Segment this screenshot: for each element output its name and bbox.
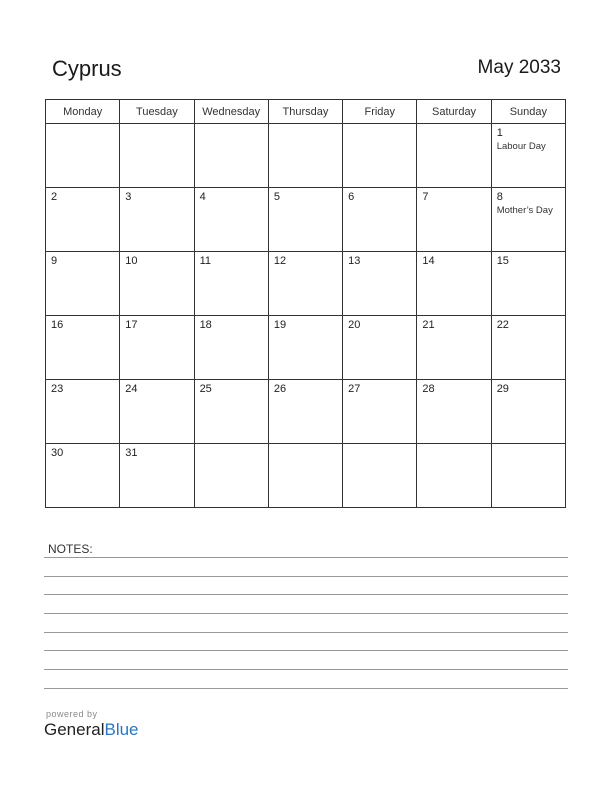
day-cell[interactable] — [343, 444, 417, 508]
note-line — [44, 650, 568, 651]
day-number: 30 — [51, 447, 64, 459]
day-number: 29 — [496, 383, 509, 395]
day-cell[interactable] — [491, 252, 565, 316]
day-cell[interactable] — [194, 444, 268, 508]
day-cell[interactable] — [46, 124, 120, 188]
day-number: 3 — [125, 191, 132, 203]
day-cell[interactable] — [268, 188, 342, 252]
day-cell[interactable] — [491, 380, 565, 444]
day-number: 24 — [125, 383, 138, 395]
day-cell[interactable] — [417, 380, 491, 444]
calendar-body — [46, 124, 566, 508]
day-number: 9 — [51, 255, 58, 267]
day-cell[interactable] — [194, 380, 268, 444]
day-cell[interactable] — [417, 188, 491, 252]
weekday-header-row — [46, 100, 566, 124]
week-row — [46, 380, 566, 444]
note-line — [44, 594, 568, 595]
day-cell[interactable] — [343, 124, 417, 188]
day-number: 2 — [51, 191, 58, 203]
day-number: 8 — [496, 191, 503, 203]
note-line — [44, 688, 568, 689]
brand-general: General — [44, 720, 105, 739]
week-row — [46, 124, 566, 188]
brand-blue: Blue — [104, 720, 139, 739]
day-number: 18 — [199, 319, 212, 331]
day-number: 31 — [125, 447, 138, 459]
day-cell[interactable] — [46, 252, 120, 316]
note-line — [44, 613, 568, 614]
weekday-tuesday: Tuesday — [120, 100, 194, 124]
day-cell[interactable] — [120, 124, 194, 188]
weekday-thursday: Thursday — [268, 100, 342, 124]
day-number: 4 — [199, 191, 206, 203]
day-number: 5 — [273, 191, 280, 203]
day-number: 17 — [125, 319, 138, 331]
brand-logo[interactable] — [44, 720, 139, 740]
day-cell[interactable] — [268, 124, 342, 188]
note-line — [44, 557, 568, 558]
day-number: 28 — [422, 383, 435, 395]
day-number: 6 — [348, 191, 355, 203]
day-number: 7 — [422, 191, 429, 203]
day-cell[interactable] — [268, 252, 342, 316]
day-number: 1 — [496, 127, 503, 139]
day-cell[interactable] — [120, 316, 194, 380]
day-number: 27 — [348, 383, 361, 395]
month-title: May 2033 — [477, 57, 561, 78]
weekday-saturday: Saturday — [417, 100, 491, 124]
day-cell[interactable] — [46, 444, 120, 508]
week-row — [46, 252, 566, 316]
day-number: 11 — [199, 255, 211, 267]
day-cell[interactable] — [491, 444, 565, 508]
weekday-monday: Monday — [46, 100, 120, 124]
day-cell[interactable] — [417, 252, 491, 316]
day-cell[interactable] — [46, 316, 120, 380]
day-cell[interactable] — [491, 316, 565, 380]
day-number: 23 — [51, 383, 64, 395]
notes-label: NOTES: — [48, 542, 93, 556]
calendar-grid — [45, 99, 566, 508]
day-cell[interactable] — [343, 316, 417, 380]
day-number: 21 — [422, 319, 435, 331]
day-cell[interactable] — [268, 444, 342, 508]
day-number: 15 — [496, 255, 509, 267]
note-line — [44, 669, 568, 670]
day-cell[interactable] — [120, 252, 194, 316]
day-cell[interactable] — [194, 124, 268, 188]
day-cell[interactable] — [417, 444, 491, 508]
day-number: 12 — [273, 255, 287, 267]
note-line — [44, 632, 568, 633]
day-number: 19 — [273, 319, 287, 331]
day-cell[interactable] — [491, 188, 565, 252]
weekday-friday: Friday — [343, 100, 417, 124]
week-row — [46, 316, 566, 380]
weekday-wednesday: Wednesday — [194, 100, 268, 124]
holiday-label: Labour Day — [496, 141, 546, 152]
day-cell[interactable] — [120, 188, 194, 252]
day-number: 26 — [273, 383, 287, 395]
week-row — [46, 444, 566, 508]
day-number: 22 — [496, 319, 509, 331]
day-cell[interactable] — [268, 316, 342, 380]
day-cell[interactable] — [46, 380, 120, 444]
powered-by-text: powered by — [46, 709, 98, 719]
day-cell[interactable] — [343, 188, 417, 252]
day-cell[interactable] — [268, 380, 342, 444]
country-title: Cyprus — [52, 56, 122, 81]
day-cell[interactable] — [343, 252, 417, 316]
day-cell[interactable] — [491, 124, 565, 188]
day-number: 10 — [125, 255, 138, 267]
day-number: 13 — [348, 255, 361, 267]
week-row — [46, 188, 566, 252]
weekday-sunday: Sunday — [491, 100, 565, 124]
day-cell[interactable] — [343, 380, 417, 444]
day-cell[interactable] — [417, 316, 491, 380]
day-number: 20 — [348, 319, 361, 331]
holiday-label: Mother’s Day — [496, 205, 553, 216]
day-number: 14 — [422, 255, 435, 267]
day-number: 16 — [51, 319, 64, 331]
day-number: 25 — [199, 383, 212, 395]
day-cell[interactable] — [194, 252, 268, 316]
day-cell[interactable] — [417, 124, 491, 188]
day-cell[interactable] — [46, 188, 120, 252]
note-line — [44, 576, 568, 577]
day-cell[interactable] — [194, 188, 268, 252]
day-cell[interactable] — [120, 380, 194, 444]
day-cell[interactable] — [194, 316, 268, 380]
day-cell[interactable] — [120, 444, 194, 508]
